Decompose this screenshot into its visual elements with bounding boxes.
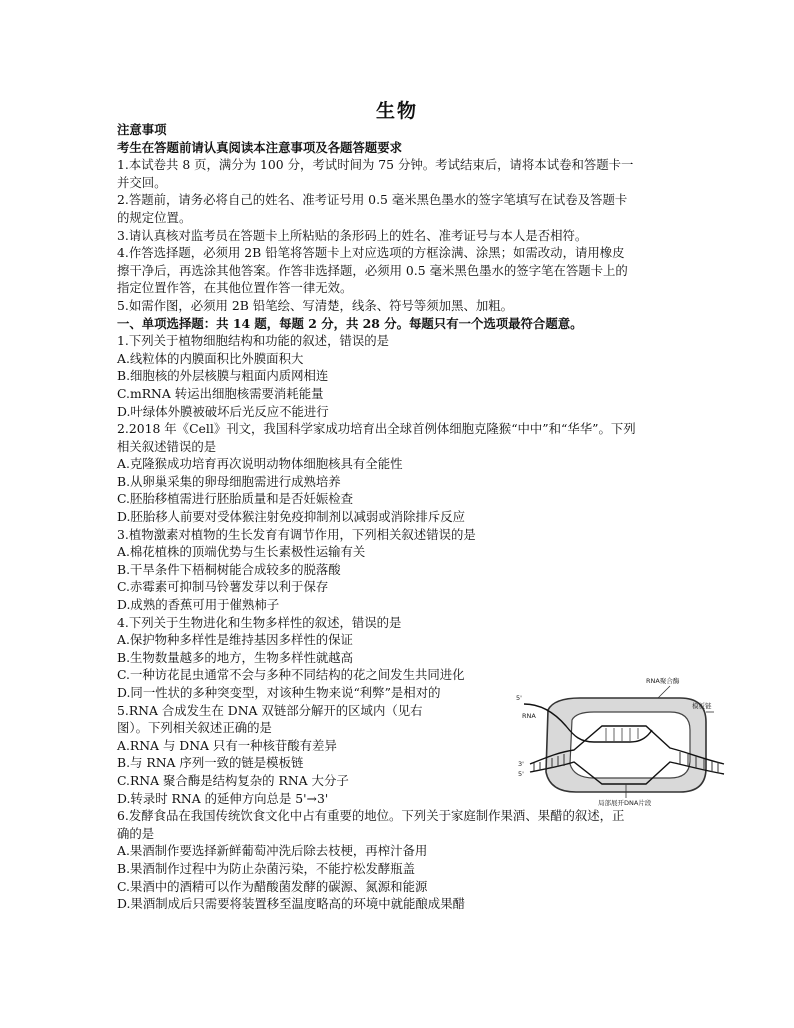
notice-line: 的规定位置。 — [117, 209, 192, 225]
option-line: D.叶绿体外膜被破坏后光反应不能进行 — [117, 403, 329, 419]
option-line: A.RNA 与 DNA 只有一种核苷酸有差异 — [117, 737, 337, 753]
label-template-strand: 模板链 — [692, 702, 712, 710]
option-line: D.果酒制成后只需要将装置移至温度略高的环境中就能酿成果醋 — [117, 896, 465, 912]
option-line: D.胚胎移人前要对受体猴注射免疫抑制剂以减弱或消除排斥反应 — [117, 509, 465, 525]
label-unwound-dna: 局部展开DNA片段 — [598, 799, 652, 807]
notice-line: 擦干净后，再选涂其他答案。作答非选择题，必须用 0.5 毫米黑色墨水的签字笔在答题卡上的 — [117, 262, 628, 278]
notice-line: 3.请认真核对监考员在答题卡上所粘贴的条形码上的姓名、准考证号与本人是否相符。 — [117, 227, 588, 243]
notice-line: 2.答题前，请务必将自己的姓名、准考证号用 0.5 毫米黑色墨水的签字笔填写在试卷及答题卡 — [117, 192, 628, 208]
question-line: 相关叙述错误的是 — [117, 438, 217, 454]
option-line: B.与 RNA 序列一致的链是模板链 — [117, 755, 304, 771]
option-line: D.成熟的香蕉可用于催熟柿子 — [117, 597, 280, 613]
question-5 — [117, 702, 507, 808]
polymerase-pointer — [658, 686, 670, 698]
question-line: 5.RNA 合成发生在 DNA 双链部分解开的区域内（见右 — [117, 702, 423, 718]
option-line: B.干旱条件下梧桐树能合成较多的脱落酸 — [117, 561, 341, 577]
label-rna-polymerase: RNA聚合酶 — [646, 677, 680, 685]
question-line: 图）。下列相关叙述正确的是 — [117, 720, 272, 736]
page-title: 生物 — [375, 100, 418, 122]
option-line: D.转录时 RNA 的延伸方向总是 5'→3' — [117, 790, 329, 806]
option-line: A.克隆猴成功培育再次说明动物体细胞核具有全能性 — [117, 456, 403, 472]
question-line: 确的是 — [117, 825, 155, 841]
notice-line: 4.作答选择题，必须用 2B 铅笔将答题卡上对应选项的方框涂满、涂黑；如需改动，请用橡皮 — [117, 245, 625, 261]
question-line: 6.发酵食品在我国传统饮食文化中占有重要的地位。下列关于家庭制作果酒、果醋的叙述，正 — [117, 808, 625, 824]
question-line: 3.植物激素对植物的生长发育有调节作用，下列相关叙述错误的是 — [117, 526, 476, 542]
question-line: 2.2018 年《Cell》刊文，我国科学家成功培育出全球首例体细胞克隆猴“中中”和“华华”。下列 — [117, 421, 636, 437]
section-heading: 一、单项选择题：共 14 题，每题 2 分，共 28 分。每题只有一个选项最符合题意。 — [117, 315, 583, 331]
label-5prime-top: 5' — [516, 694, 522, 702]
option-line: A.果酒制作要选择新鲜葡萄冲洗后除去枝梗，再榨汁备用 — [117, 843, 428, 859]
notice-subheading: 考生在答题前请认真阅读本注意事项及各题答题要求 — [117, 139, 402, 155]
question-6 — [117, 807, 677, 913]
transcription-diagram — [510, 672, 730, 808]
option-line: B.果酒制作过程中为防止杂菌污染，不能拧松发酵瓶盖 — [117, 860, 416, 876]
transcription-diagram-svg — [510, 672, 730, 808]
option-line: C.果酒中的酒精可以作为醋酸菌发酵的碳源、氮源和能源 — [117, 878, 428, 894]
option-line: C.RNA 聚合酶是结构复杂的 RNA 大分子 — [117, 772, 349, 788]
option-line: C.mRNA 转运出细胞核需要消耗能量 — [117, 385, 324, 401]
option-line: C.赤霉素可抑制马铃薯发芽以利于保存 — [117, 579, 329, 595]
option-line: A.棉花植株的顶端优势与生长素极性运输有关 — [117, 544, 366, 560]
notice-line: 并交回。 — [117, 174, 167, 190]
question-line: 4.下列关于生物进化和生物多样性的叙述，错误的是 — [117, 614, 402, 630]
option-line: B.生物数量越多的地方，生物多样性就越高 — [117, 649, 354, 665]
label-3prime: 3' — [518, 760, 524, 768]
questions-1-4 — [117, 332, 677, 701]
option-line: C.胚胎移植需进行胚胎质量和是否妊娠检查 — [117, 491, 354, 507]
notice-line: 5.如需作图，必须用 2B 铅笔绘、写清楚，线条、符号等须加黑、加粗。 — [117, 297, 514, 313]
option-line: B.细胞核的外层核膜与粗面内质网相连 — [117, 368, 329, 384]
option-line: C.一种访花昆虫通常不会与多种不同结构的花之间发生共同进化 — [117, 667, 465, 683]
notice-line: 1.本试卷共 8 页，满分为 100 分，考试时间为 75 分钟。考试结束后，请将本试卷和答题卡一 — [117, 157, 634, 173]
notice-lines — [117, 156, 677, 314]
option-line: A.线粒体的内膜面积比外膜面积大 — [117, 350, 304, 366]
label-5prime-bottom: 5' — [518, 770, 524, 778]
option-line: B.从卵巢采集的卵母细胞需进行成熟培养 — [117, 473, 341, 489]
label-rna: RNA — [522, 712, 536, 720]
option-line: D.同一性状的多种突变型，对该种生物来说“利弊”是相对的 — [117, 685, 441, 700]
polymerase-inner-channel — [570, 712, 690, 778]
question-line: 1.下列关于植物细胞结构和功能的叙述，错误的是 — [117, 333, 390, 349]
option-line: A.保护物种多样性是维持基因多样性的保证 — [117, 632, 353, 648]
notice-line: 指定位置作答，在其他位置作答一律无效。 — [117, 280, 353, 296]
notice-heading: 注意事项 — [117, 122, 167, 137]
